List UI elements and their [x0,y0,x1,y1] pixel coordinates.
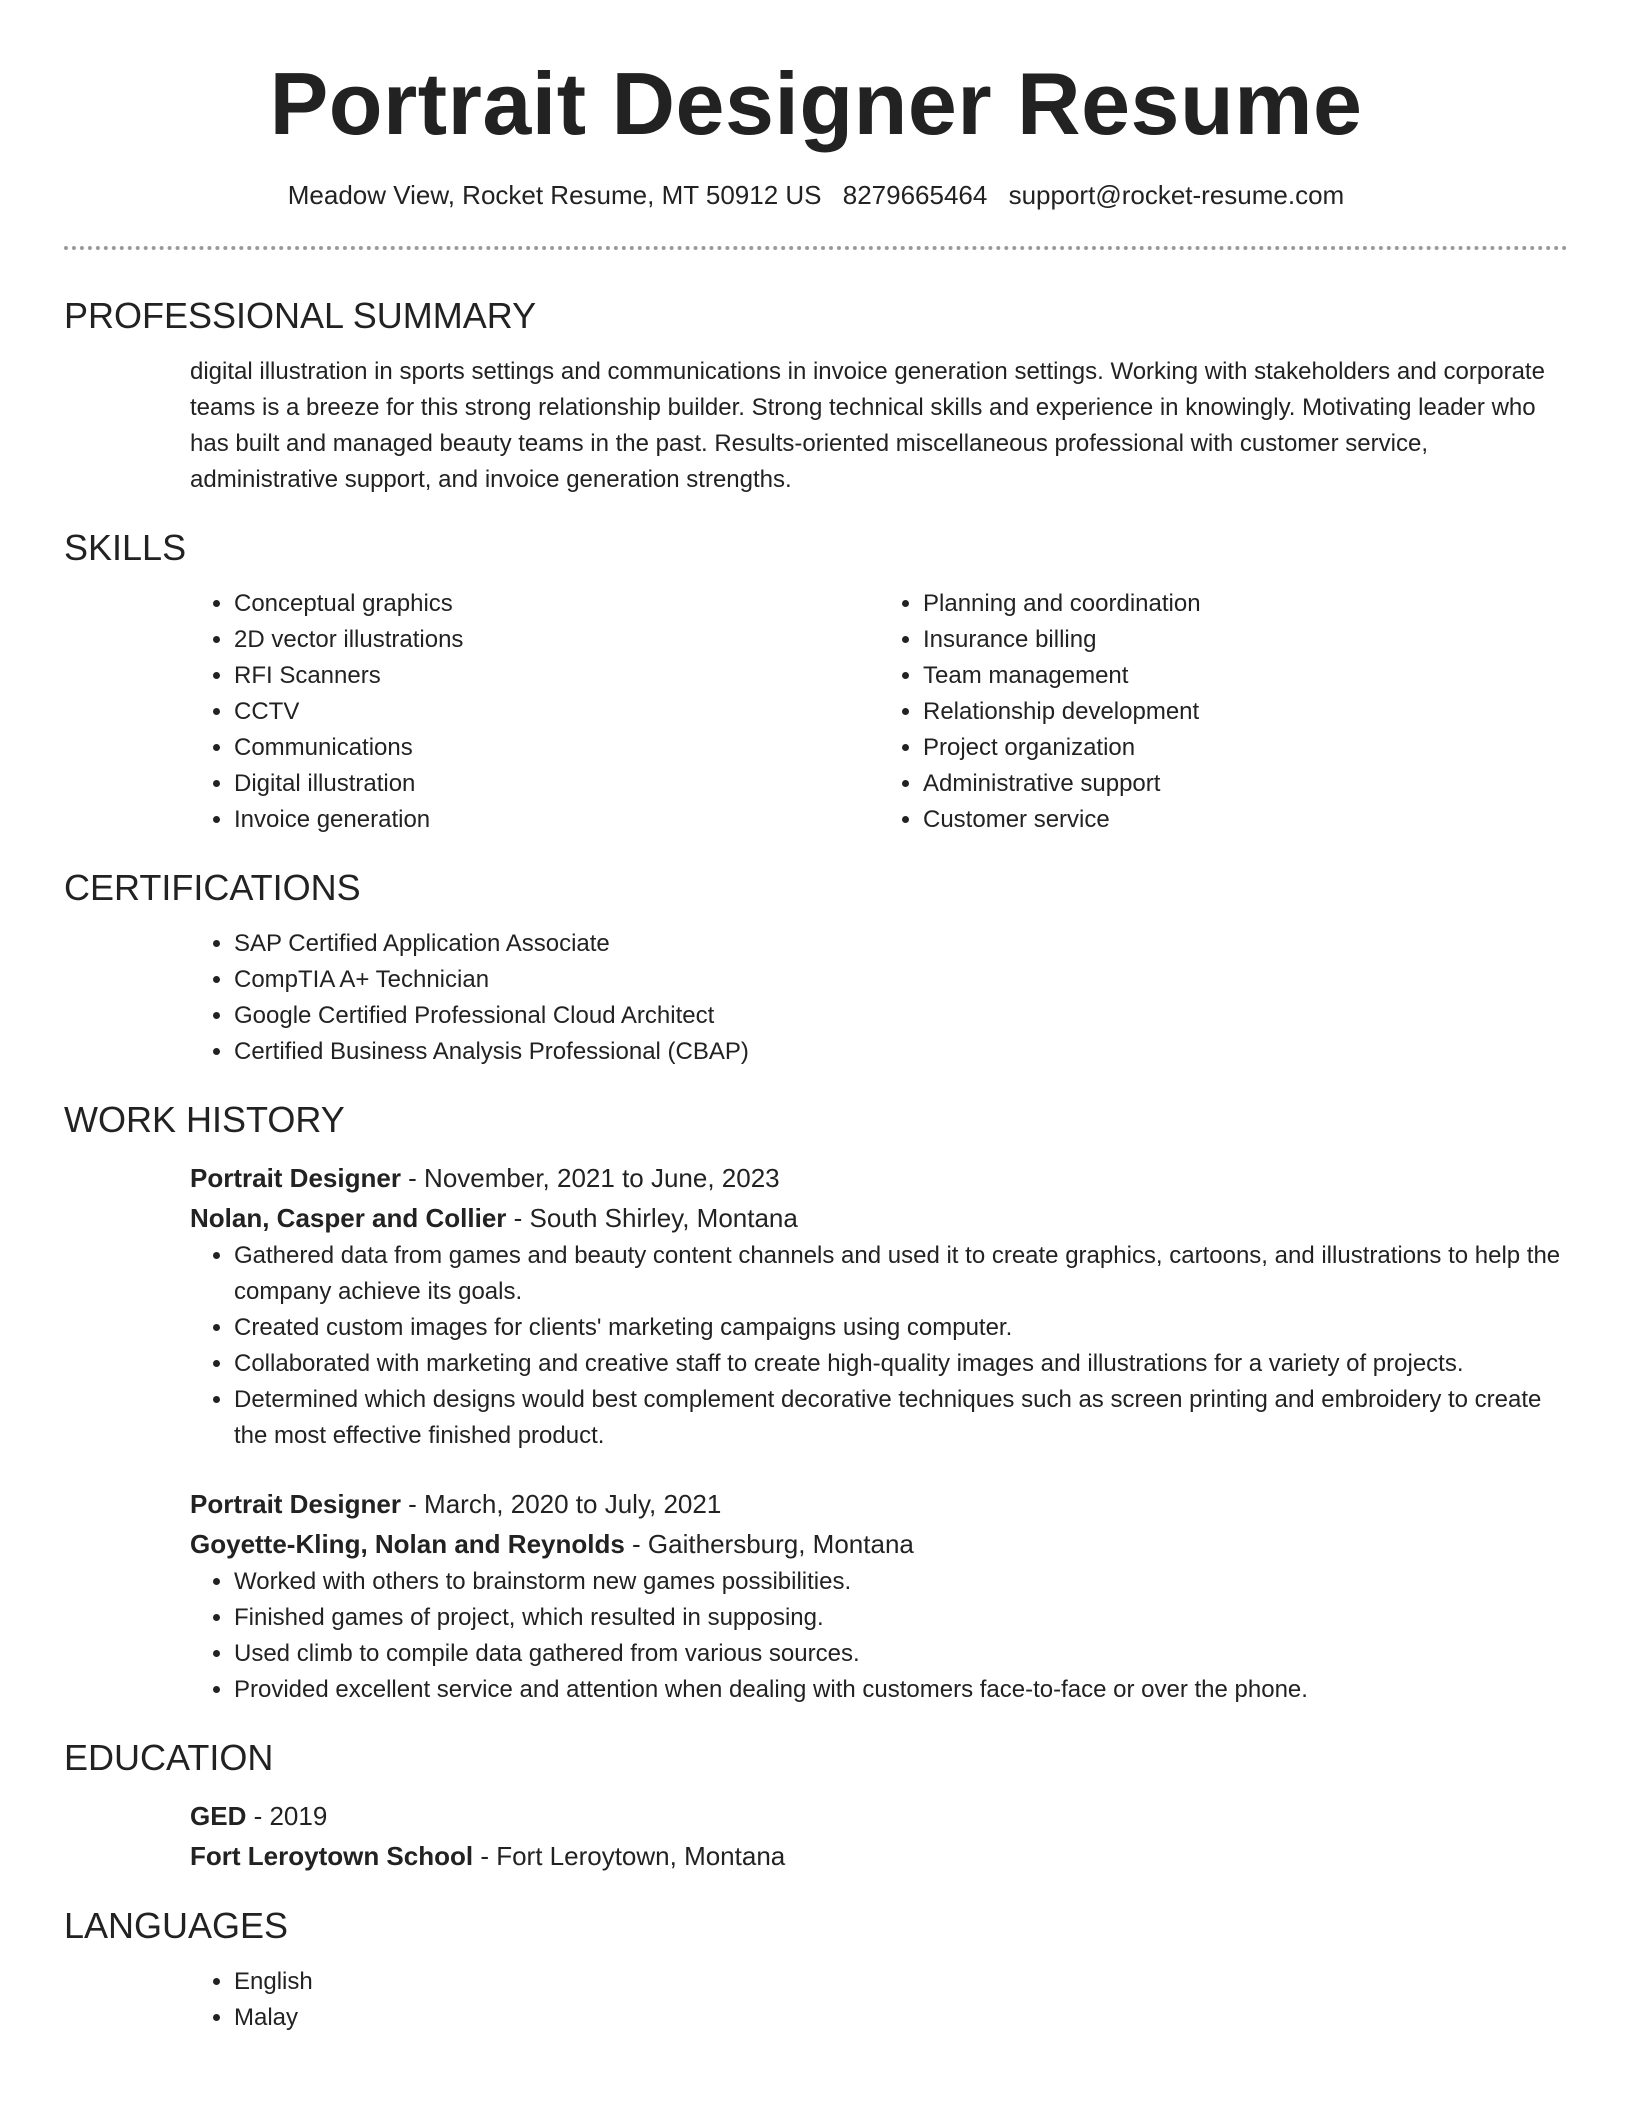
resume-title: Portrait Designer Resume [269,54,1363,153]
skill-item: • Digital illustration [234,766,879,802]
skill-item: • Administrative support [923,766,1568,802]
job-bullet: • Worked with others to brainstorm new games possibilities. [234,1564,1568,1600]
job-location: - South Shirley, Montana [506,1203,798,1233]
certification-item: • CompTIA A+ Technician [234,962,1568,998]
skill-item: • Insurance billing [923,622,1568,658]
job-entry [190,1484,1568,1708]
section-work-history [64,1098,1568,1708]
certification-item: • Google Certified Professional Cloud Architect [234,998,1568,1034]
job-bullet: • Provided excellent service and attention when dealing with customers face-to-face or over the phone. [234,1672,1568,1708]
job-bullets [190,1238,1568,1454]
education-body [190,1796,1568,1876]
work-history-heading: WORK HISTORY [64,1099,345,1140]
languages-heading: LANGUAGES [64,1905,289,1946]
header-divider [64,246,1568,250]
contact-phone: 8279665464 [842,180,988,210]
certifications-body [190,926,1568,1070]
job-bullets [190,1564,1568,1708]
skills-heading: SKILLS [64,527,187,568]
summary-heading: PROFESSIONAL SUMMARY [64,295,537,336]
section-summary [64,294,1568,498]
summary-text: digital illustration in sports settings and communications in invoice generation settings. Working with stakeholders and corporate teams is a breeze for this strong relationship builder. Strong technical skills and experience in knowingly. Motivating leader who has built and managed beauty teams in the past. Results-oriented miscellaneous professional with customer service, administrative support, and invoice generation strengths. [190,358,1545,493]
job-bullet: • Determined which designs would best complement decorative techniques such as screen printing and embroidery to create the most effective finished product. [234,1382,1568,1454]
job-bullet: • Gathered data from games and beauty content channels and used it to create graphics, cartoons, and illustrations to help the company achieve its goals. [234,1238,1568,1310]
certifications-heading: CERTIFICATIONS [64,867,361,908]
job-location: - Gaithersburg, Montana [624,1529,914,1559]
job-role: Portrait Designer [190,1163,401,1193]
job-company-line [190,1198,1568,1238]
education-year: - 2019 [246,1801,328,1831]
section-languages [64,1904,1568,2036]
skill-item: • 2D vector illustrations [234,622,879,658]
education-heading: EDUCATION [64,1737,274,1778]
education-school-line [190,1836,1568,1876]
education-location: - Fort Leroytown, Montana [473,1841,786,1871]
skill-item: • Conceptual graphics [234,586,879,622]
education-degree: GED [190,1801,247,1831]
skills-list-right [879,586,1568,838]
language-item: • Malay [234,2000,1568,2036]
contact-address: Meadow View, Rocket Resume, MT 50912 US [287,180,822,210]
job-bullet: • Created custom images for clients' marketing campaigns using computer. [234,1310,1568,1346]
education-school: Fort Leroytown School [190,1841,474,1871]
section-skills [64,526,1568,838]
contact-line [64,178,1568,212]
skills-list-left [190,586,879,838]
job-company: Goyette-Kling, Nolan and Reynolds [190,1529,625,1559]
section-education [64,1736,1568,1876]
skill-item: • CCTV [234,694,879,730]
job-role-line [190,1158,1568,1198]
section-certifications [64,866,1568,1070]
language-item: • English [234,1964,1568,2000]
skill-item: • Planning and coordination [923,586,1568,622]
certification-item: • Certified Business Analysis Professional (CBAP) [234,1034,1568,1070]
job-company: Nolan, Casper and Collier [190,1203,507,1233]
job-dates: - March, 2020 to July, 2021 [400,1489,722,1519]
skill-item: • Team management [923,658,1568,694]
certification-item: • SAP Certified Application Associate [234,926,1568,962]
job-role: Portrait Designer [190,1489,401,1519]
languages-list [190,1964,1568,2036]
summary-body [190,354,1568,498]
job-bullet: • Collaborated with marketing and creative staff to create high-quality images and illustrations for a variety of projects. [234,1346,1568,1382]
certifications-list [190,926,1568,1070]
contact-email: support@rocket-resume.com [1008,180,1345,210]
languages-body [190,1964,1568,2036]
skill-item: • RFI Scanners [234,658,879,694]
skill-item: • Project organization [923,730,1568,766]
job-bullet: • Finished games of project, which resulted in supposing. [234,1600,1568,1636]
skills-grid [190,586,1568,838]
skill-item: • Communications [234,730,879,766]
skill-item: • Relationship development [923,694,1568,730]
job-dates: - November, 2021 to June, 2023 [400,1163,780,1193]
education-degree-line [190,1796,1568,1836]
resume-header [64,0,1568,212]
job-company-line [190,1524,1568,1564]
skill-item: • Invoice generation [234,802,879,838]
job-role-line [190,1484,1568,1524]
job-bullet: • Used climb to compile data gathered from various sources. [234,1636,1568,1672]
work-history-body [190,1158,1568,1708]
job-entry [190,1158,1568,1454]
skill-item: • Customer service [923,802,1568,838]
